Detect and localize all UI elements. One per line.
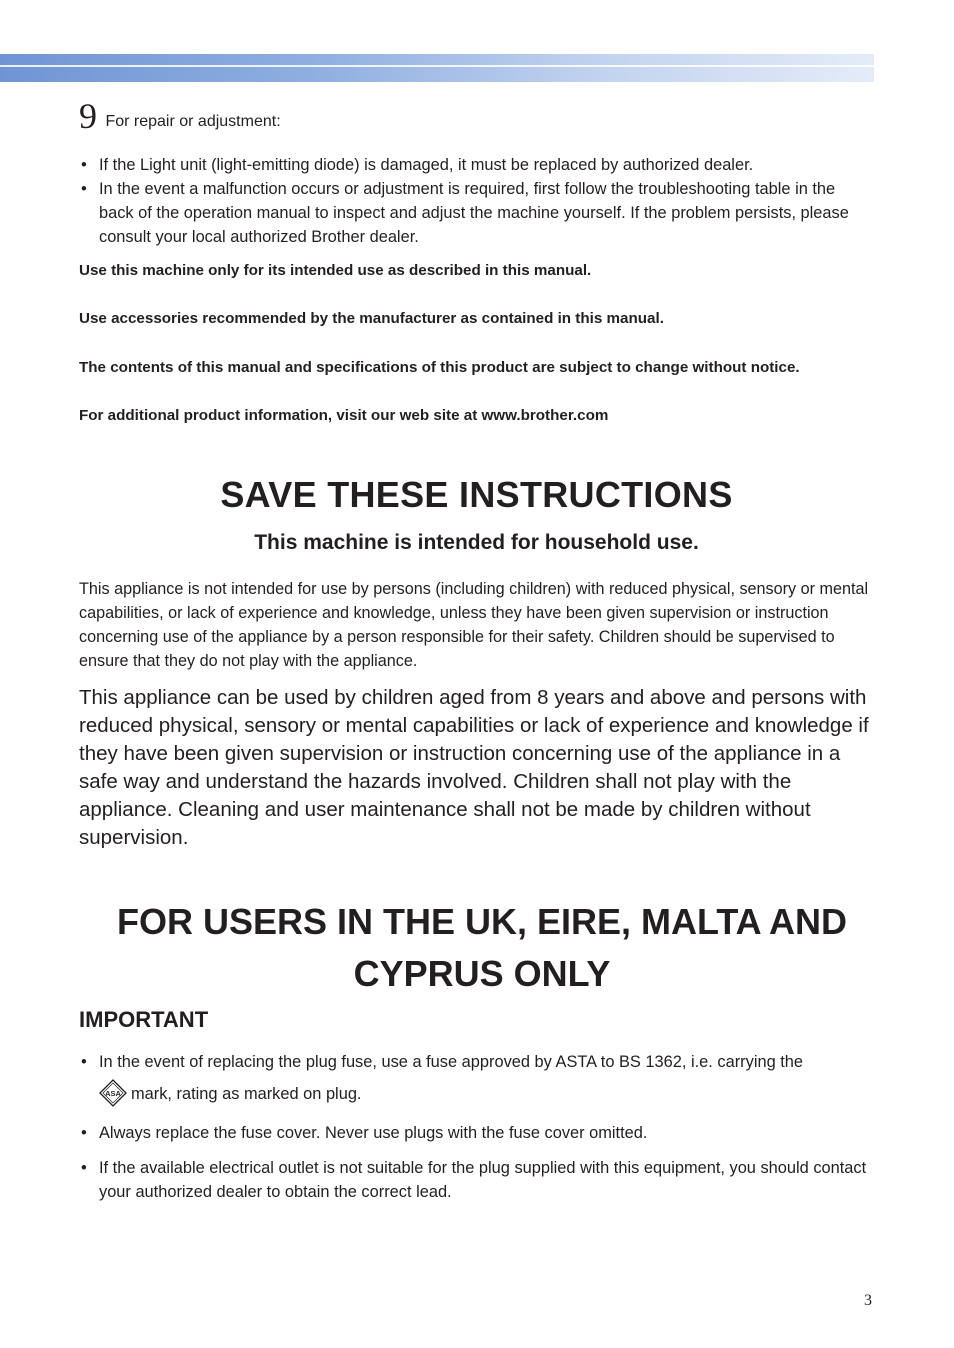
repair-bullet-list [79, 153, 874, 249]
note-change-notice: The contents of this manual and specifications of this product are subject to change without notice. [79, 359, 800, 376]
fuse-bullet-text: In the event of replacing the plug fuse, use a fuse approved by ASTA to BS 1362, i.e. carrying the [99, 1053, 804, 1071]
fuse-bullet: • Always replace the fuse cover. Never use plugs with the fuse cover omitted. [79, 1121, 874, 1145]
step-text: For repair or adjustment: [105, 113, 281, 130]
uk-section-title [79, 896, 885, 1000]
note-intended-use: Use this machine only for its intended use as described in this manual. [79, 262, 592, 279]
children-use-paragraph: This appliance can be used by children aged from 8 years and above and persons with reduced physical, sensory or mental capabilities or lack of experience and knowledge if they have been given supervision or instruction concerning use of the appliance in a safe way and understand the hazards involved. Children shall not play with the appliance. Cleaning and user maintenance shall not be made by children without supervision. [79, 686, 869, 849]
uk-section-title-line2: CYPRUS ONLY [353, 953, 611, 994]
asta-logo-text: ASA [105, 1088, 121, 1098]
fuse-bullet: • If the available electrical outlet is not suitable for the plug supplied with this equipment, you should contact your authorized dealer to obtain the correct lead. [79, 1156, 874, 1204]
asta-mark-icon [99, 1079, 127, 1107]
fuse-bullet [79, 1050, 874, 1107]
note-website: For additional product information, visit our web site at www.brother.com [79, 407, 609, 424]
step-number: 9 [79, 96, 97, 136]
asta-mark-text: mark, rating as marked on plug. [131, 1085, 362, 1103]
save-instructions-title: SAVE THESE INSTRUCTIONS [220, 474, 733, 515]
repair-bullet: • In the event a malfunction occurs or adjustment is required, first follow the troubleshooting table in the back of the operation manual to inspect and adjust the machine yourself. If the problem persists, please consult your local authorized Brother dealer. [79, 177, 874, 249]
uk-section-title-line1: FOR USERS IN THE UK, EIRE, MALTA AND [116, 901, 847, 942]
important-heading: IMPORTANT [79, 1007, 209, 1032]
step-heading [79, 98, 281, 134]
fuse-bullet-list [79, 1050, 874, 1204]
header-band [0, 54, 874, 82]
page-number: 3 [864, 1292, 872, 1309]
asta-mark-line [99, 1082, 874, 1107]
note-accessories: Use accessories recommended by the manufacturer as contained in this manual. [79, 310, 664, 327]
household-use-subtitle: This machine is intended for household use. [254, 531, 699, 554]
repair-bullet: • If the Light unit (light-emitting diode) is damaged, it must be replaced by authorized dealer. [79, 153, 874, 177]
appliance-notice-paragraph: This appliance is not intended for use by persons (including children) with reduced physical, sensory or mental capabilities, or lack of experience and knowledge, unless they have been given supervision or instruction concerning use of the appliance by a person responsible for their safety. Children should be supervised to ensure that they do not play with the appliance. [79, 580, 869, 670]
header-band-stripe [0, 65, 874, 67]
